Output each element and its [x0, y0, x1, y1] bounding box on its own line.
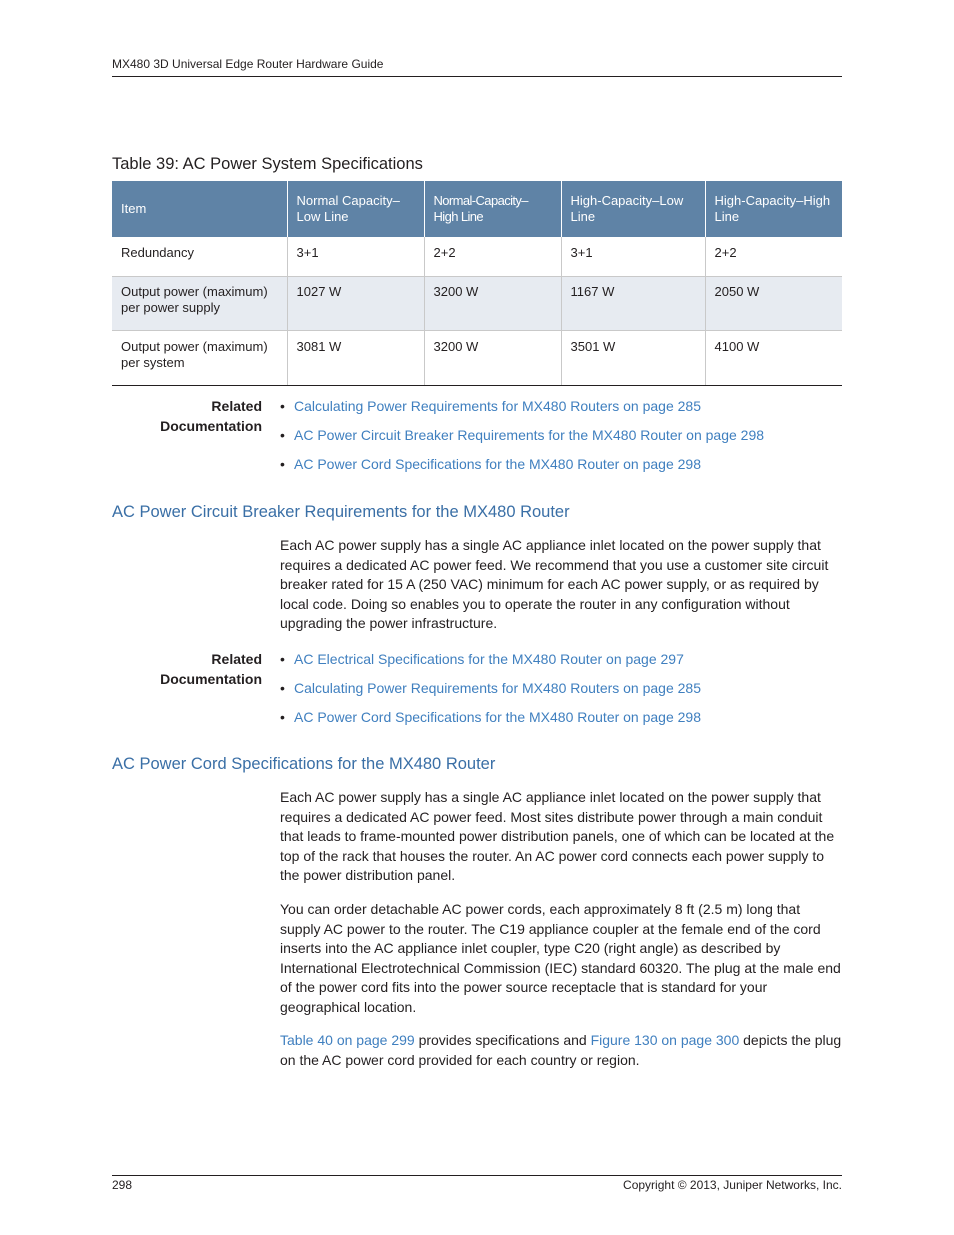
table-cell: 1027 W [287, 277, 424, 331]
bullet-icon: • [280, 427, 285, 443]
table-row [112, 237, 842, 277]
bullet-icon: • [280, 651, 285, 667]
table-cell: Output power (maximum) per system [112, 331, 287, 386]
column-header: Normal-Capacity–High Line [424, 181, 561, 237]
section-body-paragraph [280, 1031, 842, 1070]
section-body-paragraph: Each AC power supply has a single AC appliance inlet located on the power supply that requires a dedicated AC power feed. We recommend that you use a customer site circuit breaker rated for 15 A (250 VAC) minimum for each AC power supply, or as required by local code. Doing so enables you to operate the router in any configuration without upgrading the power infrastructure. [280, 537, 829, 632]
list-item [280, 708, 840, 737]
section-heading-circuit-breaker: AC Power Circuit Breaker Requirements for the MX480 Router [112, 503, 570, 521]
table-cell: 3200 W [424, 277, 561, 331]
list-item [280, 426, 840, 455]
related-links-list [280, 650, 840, 737]
footer-rule [112, 1175, 842, 1176]
table-cell: 2050 W [705, 277, 842, 331]
table-cell: 4100 W [705, 331, 842, 386]
table-cell: 1167 W [561, 277, 705, 331]
related-links-list [280, 397, 840, 484]
related-link[interactable]: AC Power Circuit Breaker Requirements for the MX480 Router on page 298 [294, 427, 765, 443]
header-rule [112, 76, 842, 77]
related-label-line1: Related [211, 398, 262, 414]
table-cell: 3501 W [561, 331, 705, 386]
bullet-icon: • [280, 680, 285, 696]
related-label-line2: Documentation [160, 418, 262, 434]
table-cell: 3+1 [561, 237, 705, 277]
bullet-icon: • [280, 456, 285, 472]
copyright-notice: Copyright © 2013, Juniper Networks, Inc. [623, 1178, 842, 1192]
table-cell: 3+1 [287, 237, 424, 277]
table-cell: 3200 W [424, 331, 561, 386]
column-header: High-Capacity–Low Line [561, 181, 705, 237]
section-body-paragraph: You can order detachable AC power cords, each approximately 8 ft (2.5 m) long that supply AC power to the router. The C19 appliance coupler at the female end of the cord inserts into the AC appliance inlet coupler, type C20 (right angle) as described by International Electrotechnical Commission (IEC) standard 60320. The plug at the male end of the power cord fits into the power source receptacle that is standard for your geographical location. [280, 901, 841, 1015]
table-40-link[interactable]: Table 40 on page 299 [280, 1032, 415, 1048]
paragraph-text: provides specifications and [414, 1032, 591, 1048]
related-link[interactable]: AC Power Cord Specifications for the MX480 Router on page 298 [294, 709, 702, 725]
table-caption: Table 39: AC Power System Specifications [112, 155, 423, 173]
page-number: 298 [112, 1178, 133, 1192]
table-header-row [112, 181, 842, 237]
related-link[interactable]: AC Power Cord Specifications for the MX480 Router on page 298 [294, 456, 702, 472]
bullet-icon: • [280, 398, 285, 414]
table-cell: 3081 W [287, 331, 424, 386]
running-header: MX480 3D Universal Edge Router Hardware Guide [112, 57, 384, 71]
column-header: High-Capacity–High Line [705, 181, 842, 237]
table-row [112, 277, 842, 331]
related-label-line1: Related [211, 651, 262, 667]
bullet-icon: • [280, 709, 285, 725]
figure-130-link[interactable]: Figure 130 on page 300 [590, 1032, 740, 1048]
related-link[interactable]: Calculating Power Requirements for MX480 Routers on page 285 [294, 398, 702, 414]
section-heading-power-cord: AC Power Cord Specifications for the MX480 Router [112, 755, 496, 773]
related-documentation-label [130, 396, 262, 436]
related-documentation-label [130, 649, 262, 689]
table-row [112, 331, 842, 386]
list-item [280, 650, 840, 679]
section-body-paragraph: Each AC power supply has a single AC appliance inlet located on the power supply that requires a dedicated AC power feed. Most sites distribute power through a main conduit that leads to frame-mounted power distribution panels, one of which can be located at the top of the rack that houses the router. An AC power cord connects each power supply to the power distribution panel. [280, 789, 835, 884]
related-link[interactable]: AC Electrical Specifications for the MX480 Router on page 297 [294, 651, 684, 667]
ac-power-spec-table [112, 181, 842, 386]
column-header: Normal Capacity–Low Line [287, 181, 424, 237]
paragraph-text: depicts the plug on the AC power cord provided for each country or region. [280, 1032, 842, 1068]
table-cell: Output power (maximum) per power supply [112, 277, 287, 331]
column-header: Item [112, 181, 287, 237]
table-cell: 2+2 [705, 237, 842, 277]
related-link[interactable]: Calculating Power Requirements for MX480 Routers on page 285 [294, 680, 702, 696]
list-item [280, 455, 840, 484]
table-cell: Redundancy [112, 237, 287, 277]
related-label-line2: Documentation [160, 671, 262, 687]
table-cell: 2+2 [424, 237, 561, 277]
list-item [280, 679, 840, 708]
list-item [280, 397, 840, 426]
